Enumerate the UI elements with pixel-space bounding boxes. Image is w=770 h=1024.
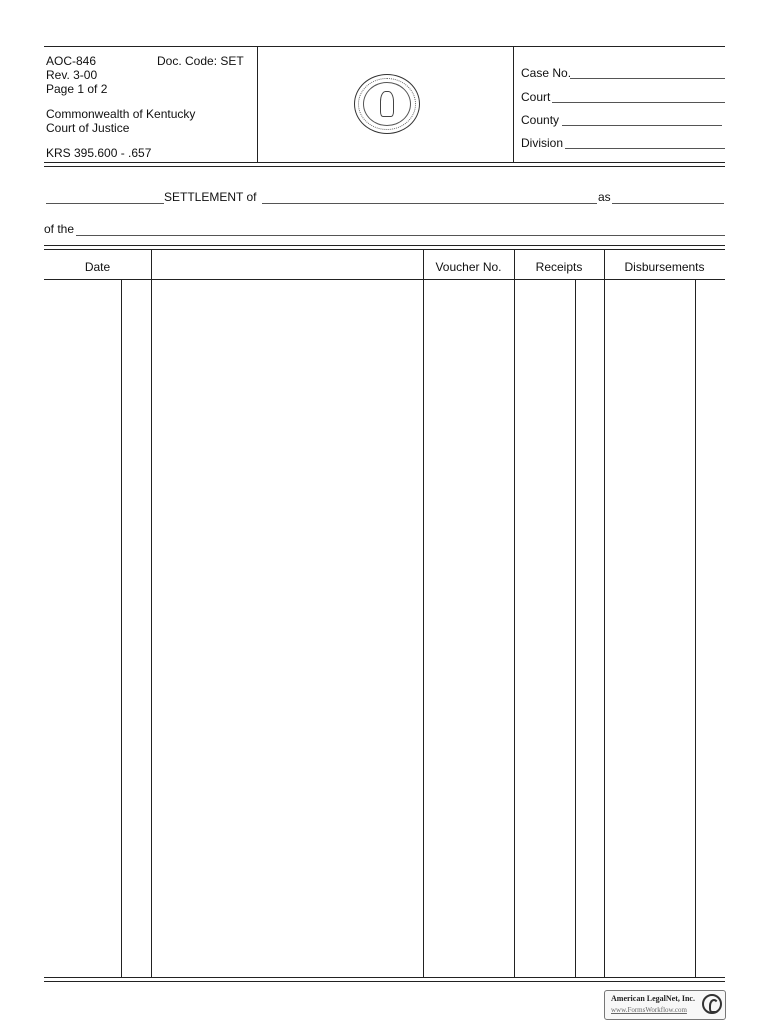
capacity-field[interactable]	[612, 193, 724, 204]
header-divider-right	[513, 46, 514, 162]
publisher-website[interactable]: www.FormsWorkflow.com	[611, 1006, 687, 1014]
col-sep-voucher	[423, 249, 424, 977]
col-header-voucher: Voucher No.	[435, 260, 502, 274]
publisher-name: American LegalNet, Inc.	[611, 994, 695, 1003]
col-header-receipts: Receipts	[535, 260, 583, 274]
seal-figure	[380, 91, 394, 117]
header-bottom-rule-2	[44, 166, 725, 167]
form-number: AOC-846	[46, 54, 97, 68]
estate-name-field[interactable]	[262, 193, 597, 204]
seal-inner	[363, 82, 411, 126]
header-divider-left	[257, 46, 258, 162]
col-header-date: Date	[84, 260, 111, 274]
case-no-label: Case No.	[521, 66, 572, 80]
of-the-field[interactable]	[76, 225, 725, 236]
case-no-field[interactable]	[570, 68, 725, 79]
publisher-logo[interactable]	[604, 990, 726, 1020]
header-bottom-rule	[44, 162, 725, 163]
ledger-bottom-rule	[44, 977, 725, 978]
court-field[interactable]	[552, 92, 725, 103]
col-sep-description	[151, 249, 152, 977]
publisher-emblem-icon	[702, 994, 722, 1014]
col-sep-disbursements-cents	[695, 279, 696, 977]
as-label: as	[598, 190, 611, 204]
statute: KRS 395.600 - .657	[46, 146, 152, 160]
ledger-bottom-rule-2	[44, 981, 725, 982]
kentucky-seal-icon	[354, 74, 420, 134]
revision: Rev. 3-00	[46, 68, 98, 82]
col-sep-receipts	[514, 249, 515, 977]
jurisdiction-line1: Commonwealth of Kentucky	[46, 107, 196, 121]
ledger-header-rule	[44, 279, 725, 280]
page-number: Page 1 of 2	[46, 82, 108, 96]
jurisdiction-line2: Court of Justice	[46, 121, 130, 135]
col-sep-date-sub	[121, 279, 122, 977]
ledger-top-rule	[44, 245, 725, 246]
division-field[interactable]	[565, 138, 725, 149]
col-sep-disbursements	[604, 249, 605, 977]
settlement-label: SETTLEMENT of	[164, 190, 257, 204]
col-header-disbursements: Disbursements	[624, 260, 705, 274]
county-field[interactable]	[562, 115, 722, 126]
header-top-rule	[44, 46, 725, 47]
ledger-top-rule-2	[44, 249, 725, 250]
doc-code: Doc. Code: SET	[157, 54, 244, 68]
col-sep-receipts-cents	[575, 279, 576, 977]
fiduciary-name-field[interactable]	[46, 193, 164, 204]
county-label: County	[521, 113, 560, 127]
division-label: Division	[521, 136, 564, 150]
of-the-label: of the	[44, 222, 75, 236]
court-label: Court	[521, 90, 551, 104]
